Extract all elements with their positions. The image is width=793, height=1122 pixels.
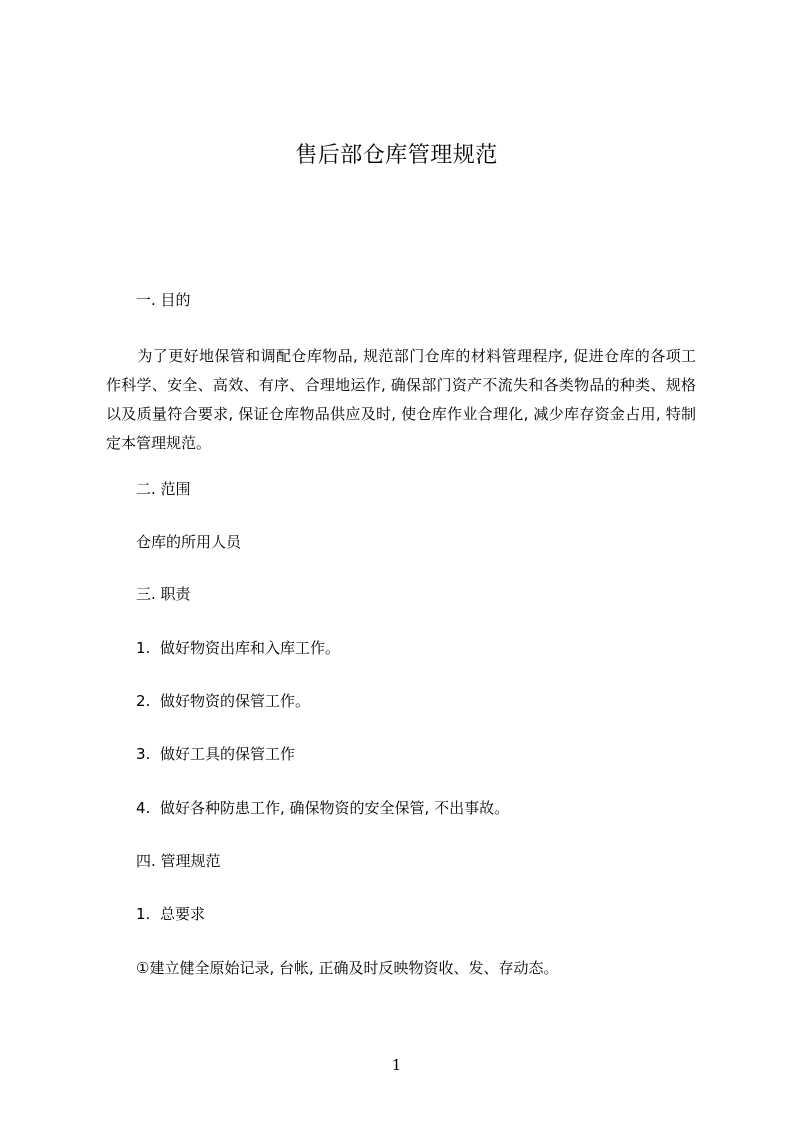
page-number: 1 [391,1056,402,1074]
purpose-paragraph [106,342,696,458]
duty-item [136,638,340,658]
section-heading-management: 四. 管理规范 [136,852,221,870]
management-item: ①建立健全原始记录, 台帐, 正确及时反映物资收、发、存动态。 [136,959,559,977]
management-subheading [136,904,205,924]
section-heading-scope: 二. 范围 [136,480,191,498]
scope-text: 仓库的所用人员 [136,533,242,551]
duty-item [136,691,310,711]
duty-item-text: 做好各种防患工作, 确保物资的安全保管, 不出事故。 [160,799,510,817]
subheading-number: 1. [136,905,151,923]
document-title: 售后部仓库管理规范 [295,143,498,168]
purpose-paragraph-text: 为了更好地保管和调配仓库物品, 规范部门仓库的材料管理程序, 促进仓库的各项工作科学、安全、高效、有序、合理地运作, 确保部门资产不流失和各类物品的种类、规格以及质量符合要求, 保证仓库物品供应及时, 使仓库作业合理化, 减少库存资金占用, 特制定本管理规范。 [106,347,696,452]
duty-item-number: 4. [136,799,151,817]
section-heading-purpose: 一. 目的 [136,291,191,309]
duty-item-number: 2. [136,692,151,710]
duty-item-text: 做好物资出库和入库工作。 [160,639,341,657]
duty-item-text: 做好物资的保管工作。 [160,692,311,710]
duty-item-number: 3. [136,745,151,763]
duty-item [136,798,509,818]
duty-item [136,744,295,764]
duty-item-text: 做好工具的保管工作 [160,745,296,763]
subheading-text: 总要求 [160,905,206,923]
section-heading-duties: 三. 职责 [136,585,191,603]
duty-item-number: 1. [136,639,151,657]
